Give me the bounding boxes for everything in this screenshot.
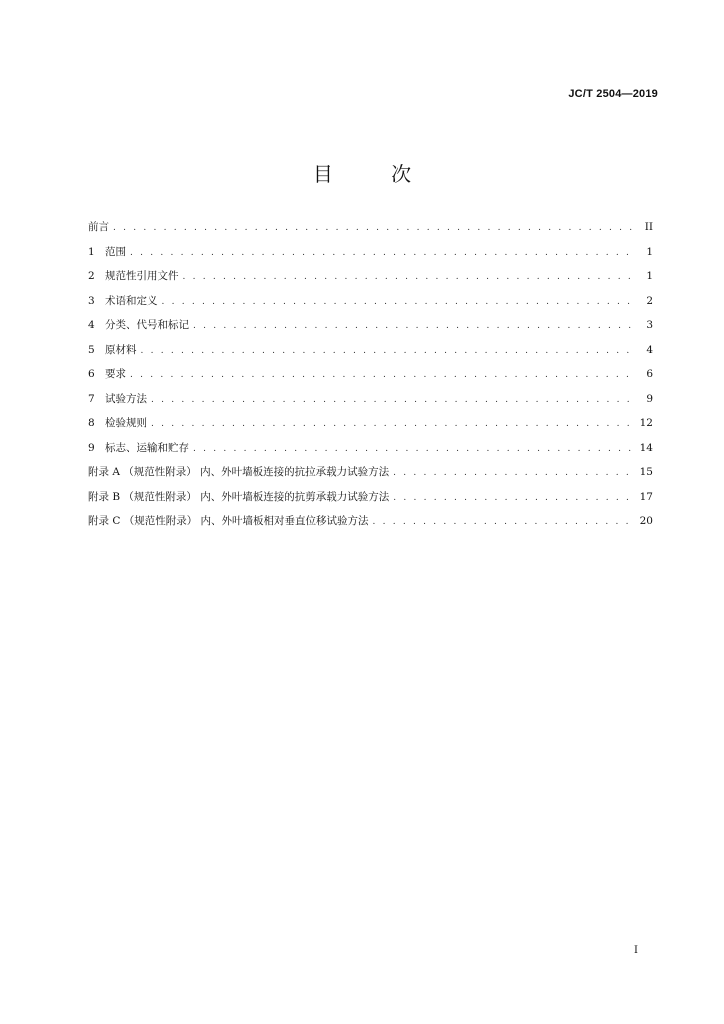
toc-entry-text — [88, 219, 109, 234]
toc-leader-dots — [151, 419, 635, 429]
toc-entry[interactable] — [88, 513, 653, 538]
toc-leader-dots — [162, 297, 636, 307]
toc-entry-page: II — [644, 221, 653, 233]
toc-entry-number: 6 — [88, 368, 95, 380]
toc-leader-dots — [113, 223, 635, 233]
toc-entry-label: 范围 — [105, 245, 126, 258]
toc-leader-dots — [183, 272, 636, 282]
toc-entry-label: 原材料 — [105, 343, 137, 356]
toc-entry-text — [88, 464, 389, 479]
toc-entry[interactable] — [88, 489, 653, 514]
toc-entry-page: 12 — [639, 417, 653, 429]
toc-entry-label: 术语和定义 — [105, 294, 158, 307]
toc-leader-dots — [373, 517, 635, 527]
standard-number: JC/T 2504—2019 — [568, 88, 658, 100]
toc-entry-text — [88, 366, 126, 381]
page-title: 目 次 — [312, 162, 438, 186]
toc-entry-number: 5 — [88, 343, 95, 356]
toc-leader-dots — [130, 370, 635, 380]
toc-entry[interactable] — [88, 268, 653, 293]
toc-entry-page: 2 — [646, 294, 653, 307]
toc-entry[interactable] — [88, 244, 653, 269]
toc-leader-dots — [193, 444, 635, 454]
toc-entry[interactable] — [88, 366, 653, 391]
toc-entry-label: 标志、运输和贮存 — [105, 441, 189, 454]
toc-entry-text — [88, 268, 179, 283]
toc-entry-page: 17 — [639, 490, 653, 503]
toc-entry-page: 1 — [646, 245, 653, 258]
toc-entry[interactable] — [88, 219, 653, 244]
toc-entry-page: 1 — [646, 270, 653, 282]
toc-entry-text — [88, 415, 147, 430]
toc-entry[interactable] — [88, 342, 653, 367]
toc-entry[interactable] — [88, 464, 653, 489]
toc-entry-text — [88, 440, 189, 455]
toc-entry-page: 14 — [639, 441, 653, 454]
toc-leader-dots — [141, 346, 636, 356]
toc-entry-text — [88, 317, 189, 332]
toc-entry-number: 1 — [88, 245, 95, 258]
toc-entry-page: 4 — [646, 343, 653, 356]
toc-entry-page: 9 — [646, 392, 653, 405]
table-of-contents — [88, 219, 653, 538]
toc-entry-text — [88, 244, 126, 259]
toc-entry-label: 附录 B （规范性附录） 内、外叶墙板连接的抗剪承载力试验方法 — [88, 490, 390, 503]
toc-leader-dots — [193, 321, 635, 331]
toc-entry-text — [88, 342, 137, 357]
toc-entry-page: 15 — [639, 466, 653, 478]
toc-entry-number: 3 — [88, 294, 95, 307]
toc-entry-text — [88, 489, 389, 504]
toc-entry-label: 前言 — [88, 221, 109, 233]
toc-entry-number: 4 — [88, 319, 95, 331]
toc-entry[interactable] — [88, 391, 653, 416]
toc-entry-label: 附录 C （规范性附录） 内、外叶墙板相对垂直位移试验方法 — [88, 515, 369, 527]
toc-entry-number: 2 — [88, 270, 95, 282]
toc-leader-dots — [393, 493, 635, 503]
toc-entry-label: 附录 A （规范性附录） 内、外叶墙板连接的抗拉承载力试验方法 — [88, 466, 390, 478]
toc-entry[interactable] — [88, 415, 653, 440]
toc-entry[interactable] — [88, 440, 653, 465]
toc-entry-text — [88, 293, 158, 308]
page-number: I — [634, 945, 638, 956]
toc-entry-text — [88, 391, 147, 406]
toc-entry-number: 9 — [88, 441, 95, 454]
toc-entry-number: 7 — [88, 392, 95, 405]
toc-entry-label: 分类、代号和标记 — [105, 319, 189, 331]
toc-entry[interactable] — [88, 317, 653, 342]
toc-entry-label: 规范性引用文件 — [105, 270, 179, 282]
toc-entry-page: 6 — [646, 368, 653, 380]
toc-entry[interactable] — [88, 293, 653, 318]
toc-entry-text — [88, 513, 369, 528]
toc-entry-label: 要求 — [105, 368, 126, 380]
toc-entry-page: 3 — [646, 319, 653, 331]
toc-entry-number: 8 — [88, 417, 95, 429]
toc-entry-label: 试验方法 — [105, 392, 147, 405]
toc-entry-page: 20 — [639, 515, 653, 527]
toc-leader-dots — [393, 468, 635, 478]
toc-leader-dots — [130, 248, 635, 258]
toc-leader-dots — [151, 395, 635, 405]
toc-entry-label: 检验规则 — [105, 417, 147, 429]
